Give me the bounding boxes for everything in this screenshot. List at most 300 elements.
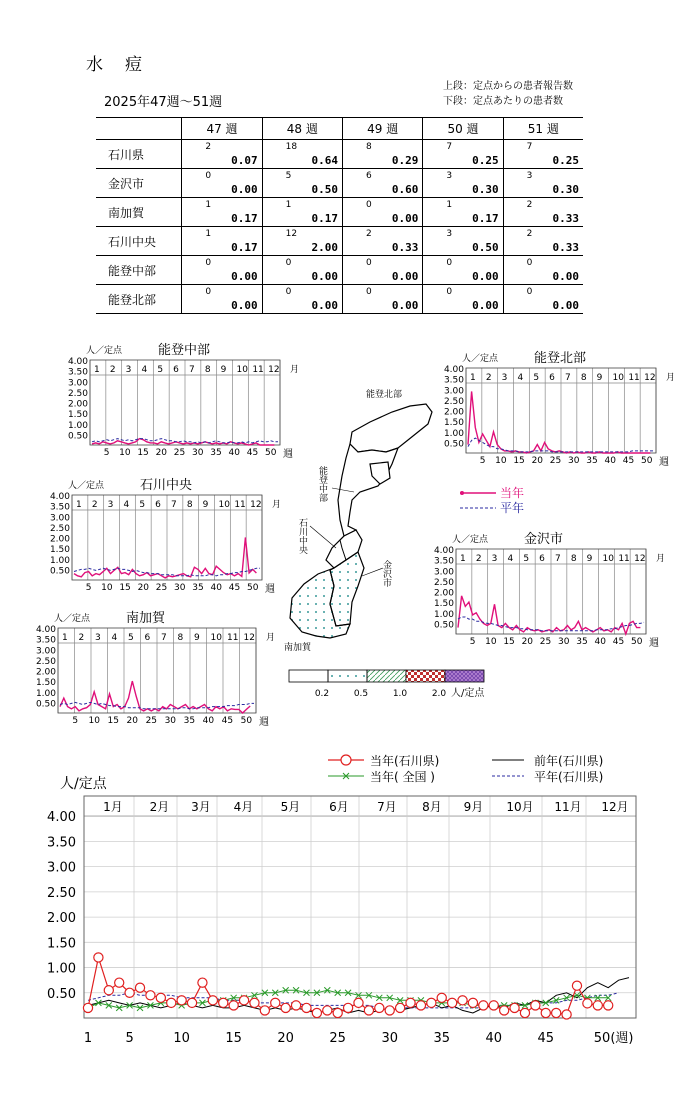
current-ishikawa-point <box>323 1006 332 1015</box>
y-tick-label: 4.00 <box>67 357 88 367</box>
scale-box <box>289 670 328 682</box>
month-label: 6 <box>144 633 151 643</box>
chart-title: 能登中部 <box>158 343 211 358</box>
series-current-line <box>468 391 650 453</box>
per-sentinel-rate: 0.17 <box>311 212 338 225</box>
leader-line <box>362 568 383 576</box>
chart-title: 南加賀 <box>126 611 166 626</box>
legend-normal-label: 平年(石川県) <box>534 770 604 784</box>
report-count: 0 <box>366 258 372 268</box>
report-count: 0 <box>205 171 212 181</box>
x-tick-label: 50 <box>630 637 643 647</box>
week-header: 48 週 <box>262 118 342 140</box>
y-tick-label: 0.50 <box>433 620 454 631</box>
y-tick-label: 4.00 <box>35 625 56 635</box>
x-tick-label: 20 <box>521 637 534 647</box>
series-current-line <box>92 439 274 445</box>
y-tick-label: 3.50 <box>433 556 454 567</box>
current-ishikawa-point <box>94 953 103 962</box>
week-header: 47 週 <box>182 118 262 140</box>
current-ishikawa-point <box>239 996 248 1005</box>
x-tick-label: 20 <box>155 448 168 458</box>
month-label: 11 <box>252 365 264 375</box>
x-tick-label: 35 <box>586 456 598 466</box>
x-tick-label: 25 <box>539 637 552 647</box>
per-sentinel-rate: 0.29 <box>391 154 419 167</box>
current-ishikawa-point <box>83 1003 92 1012</box>
month-label: 6 <box>549 373 555 383</box>
x-tick-label: 25 <box>329 1031 346 1046</box>
x-tick-label: 5 <box>72 716 79 726</box>
x-tick-label: 30 <box>164 716 177 726</box>
x-tick-label: 35 <box>576 637 588 647</box>
map-label-ishikawa-chuo: 石川中央 <box>297 518 307 554</box>
x-tick-label: 50 <box>246 583 259 593</box>
current-ishikawa-point <box>479 1001 488 1010</box>
month-label: 2月 <box>149 800 170 814</box>
x-tick-label: 50 <box>264 448 277 458</box>
month-label: 3 <box>491 554 498 564</box>
month-label: 1月 <box>103 800 123 814</box>
month-label: 11 <box>227 633 239 643</box>
x-tick-label: 35 <box>183 716 196 726</box>
current-ishikawa-point <box>198 978 207 987</box>
x-tick-label: 35 <box>433 1031 451 1046</box>
month-label: 7月 <box>377 800 397 814</box>
report-count: 1 <box>205 200 212 210</box>
x-tick-label: 10 <box>495 456 507 466</box>
current-ishikawa-point <box>437 993 446 1002</box>
month-label: 5 <box>533 373 540 383</box>
small-legend <box>460 485 524 515</box>
current-ishikawa-point <box>333 1008 342 1017</box>
x-tick-label: 15 <box>513 456 525 466</box>
month-label: 8 <box>186 500 193 510</box>
y-tick-label: 3.50 <box>443 375 464 386</box>
x-tick-label: 50 <box>640 456 653 466</box>
current-ishikawa-point <box>146 991 155 1000</box>
per-sentinel-rate: 0.00 <box>552 270 579 283</box>
scale-box <box>406 670 445 682</box>
unit-label: 人／定点 <box>54 614 91 624</box>
legend-note-upper: 上段：定点からの患者報告数 <box>443 81 573 92</box>
legend-current-marker <box>460 491 464 495</box>
report-count: 7 <box>446 142 453 152</box>
report-count: 3 <box>446 171 453 181</box>
report-count: 0 <box>526 287 533 297</box>
month-label: 10 <box>210 633 222 643</box>
report-count: 18 <box>285 142 298 152</box>
per-sentinel-rate: 0.33 <box>391 241 419 254</box>
x-tick-label: 5 <box>85 583 92 593</box>
month-label: 9 <box>586 554 593 564</box>
x-tick-label: 45 <box>246 448 259 458</box>
month-label: 2 <box>485 373 492 383</box>
y-tick-label: 0.50 <box>47 986 76 1002</box>
legend-previous-label: 前年(石川県) <box>534 754 604 768</box>
scale-box <box>328 670 367 682</box>
y-tick-label: 2.00 <box>433 588 454 599</box>
current-ishikawa-point <box>125 988 134 997</box>
plot-frame <box>84 796 636 1018</box>
month-label: 8月 <box>422 800 442 814</box>
month-label: 6 <box>155 500 161 510</box>
month-label: 10月 <box>506 800 534 814</box>
report-count: 0 <box>366 200 372 210</box>
week-suffix: 週 <box>259 717 269 728</box>
report-count: 2 <box>526 229 533 239</box>
y-tick-label: 1.00 <box>433 609 454 620</box>
period-label: 2025年47週～51週 <box>104 95 223 110</box>
month-label: 4 <box>111 633 118 643</box>
y-axis-label: 人/定点 <box>60 776 107 792</box>
per-sentinel-rate: 0.30 <box>552 183 579 196</box>
x-tick-label: 25 <box>155 583 168 593</box>
current-ishikawa-point <box>531 1001 540 1010</box>
x-tick-label: 10 <box>173 1031 190 1046</box>
legend-national-label: 当年( 全国 ) <box>370 770 435 784</box>
per-sentinel-rate: 0.00 <box>231 299 258 312</box>
per-sentinel-rate: 0.30 <box>472 183 499 196</box>
week-header: 50 週 <box>423 118 503 140</box>
per-sentinel-rate: 0.17 <box>231 241 258 254</box>
month-label: 5 <box>523 554 530 564</box>
x-tick-label: 25 <box>145 716 158 726</box>
chart-title: 石川中央 <box>140 478 193 493</box>
y-tick-label: 1.50 <box>47 936 76 952</box>
per-sentinel-rate: 2.00 <box>311 241 338 254</box>
current-ishikawa-point <box>167 998 176 1007</box>
y-tick-label: 2.00 <box>35 667 56 678</box>
month-label: 8 <box>580 373 587 383</box>
current-ishikawa-point <box>448 998 457 1007</box>
y-tick-label: 3.00 <box>47 860 76 876</box>
scale-tick-label: 0.2 <box>314 689 330 699</box>
per-sentinel-rate: 0.25 <box>552 154 579 167</box>
x-tick-label: 5 <box>469 637 476 647</box>
x-tick-label: 15 <box>107 716 119 726</box>
month-label: 2 <box>78 633 85 643</box>
y-tick-label: 2.50 <box>49 523 70 534</box>
month-label: 6 <box>539 554 545 564</box>
week-header: 49 週 <box>343 118 423 140</box>
small-chart <box>50 477 281 595</box>
month-label: 12 <box>634 554 646 564</box>
x-tick-label: 40 <box>485 1031 503 1046</box>
current-ishikawa-point <box>271 998 280 1007</box>
y-tick-label: 2.00 <box>67 399 88 410</box>
y-tick-label: 3.50 <box>49 502 70 513</box>
x-tick-label: 15 <box>503 637 515 647</box>
report-count: 0 <box>366 287 372 297</box>
report-count: 0 <box>205 258 212 268</box>
month-label: 2 <box>91 500 98 510</box>
area-name: 能登中部 <box>96 256 182 285</box>
y-tick-label: 3.50 <box>35 635 56 646</box>
report-count: 2 <box>526 200 533 210</box>
current-ishikawa-point <box>291 1001 300 1010</box>
month-label: 7 <box>565 373 571 383</box>
area-name: 南加賀 <box>96 198 182 227</box>
report-count: 8 <box>366 142 372 152</box>
current-ishikawa-point <box>354 998 363 1007</box>
area-name: 石川中央 <box>96 227 182 256</box>
report-count: 12 <box>285 229 298 239</box>
x-tick-label: 40 <box>202 716 215 726</box>
week-header: 51 週 <box>503 118 583 140</box>
per-sentinel-rate: 0.33 <box>552 241 579 254</box>
y-tick-label: 1.50 <box>49 545 70 556</box>
month-label: 12 <box>250 500 262 510</box>
report-count: 3 <box>446 229 453 239</box>
report-count: 5 <box>285 171 292 181</box>
report-count: 1 <box>285 200 292 210</box>
current-ishikawa-point <box>135 983 144 992</box>
y-tick-label: 3.50 <box>67 367 88 378</box>
y-tick-label: 2.50 <box>443 396 464 407</box>
y-tick-label: 0.50 <box>35 699 56 710</box>
current-ishikawa-point <box>104 986 113 995</box>
month-label: 2 <box>109 365 116 375</box>
month-label: 7 <box>189 365 195 375</box>
y-tick-label: 4.00 <box>47 810 76 826</box>
current-ishikawa-point <box>156 993 165 1002</box>
month-suffix: 月 <box>266 633 276 643</box>
month-label: 6 <box>173 365 179 375</box>
current-ishikawa-point <box>187 998 196 1007</box>
small-chart <box>444 350 675 468</box>
month-label: 11 <box>628 373 640 383</box>
month-label: 3月 <box>191 800 211 814</box>
per-sentinel-rate: 0.00 <box>391 299 419 312</box>
x-tick-label: 40 <box>228 448 240 458</box>
per-sentinel-rate: 0.64 <box>311 154 338 167</box>
month-label: 11 <box>234 500 246 510</box>
y-tick-label: 0.50 <box>443 439 464 450</box>
x-tick-label: 10 <box>88 716 100 726</box>
current-ishikawa-point <box>552 1008 561 1017</box>
map-label-noto-chubu: 能登中部 <box>317 466 327 502</box>
x-tick-label: 10 <box>485 637 497 647</box>
y-tick-label: 3.00 <box>49 513 70 524</box>
week-suffix: 週 <box>265 584 275 595</box>
national-point <box>324 987 330 993</box>
series-current-line <box>74 538 256 578</box>
scale-box <box>367 670 406 682</box>
x-tick-label: 25 <box>549 456 562 466</box>
month-label: 4 <box>507 554 514 564</box>
week-suffix: 週 <box>283 449 293 460</box>
month-label: 12 <box>243 633 255 643</box>
report-count: 1 <box>446 200 453 210</box>
y-tick-label: 1.00 <box>47 961 76 977</box>
scale-tick-label: 1.0 <box>392 689 408 699</box>
y-tick-label: 4.00 <box>433 546 454 556</box>
x-tick-label: 45 <box>612 637 625 647</box>
week-suffix: 週 <box>659 457 669 468</box>
y-tick-label: 2.50 <box>35 656 56 667</box>
report-count: 3 <box>526 171 533 181</box>
x-tick-label: 45 <box>537 1031 555 1046</box>
month-label: 9 <box>220 365 227 375</box>
small-chart <box>36 610 275 728</box>
legend-current-label: 当年(石川県) <box>370 754 440 768</box>
y-tick-label: 4.00 <box>443 365 464 375</box>
y-tick-label: 3.00 <box>35 646 56 657</box>
current-ishikawa-point <box>416 1001 425 1010</box>
month-label: 5 <box>128 633 134 643</box>
x-tick-label: 20 <box>126 716 139 726</box>
current-ishikawa-point <box>177 996 186 1005</box>
scale-tick-label: 2.0 <box>431 689 447 699</box>
y-tick-label: 1.00 <box>67 420 88 431</box>
current-ishikawa-point <box>396 1003 405 1012</box>
region-noto-hokubu <box>350 404 432 452</box>
x-tick-label: 20 <box>137 583 150 593</box>
y-tick-label: 1.00 <box>443 428 464 439</box>
month-label: 7 <box>171 500 177 510</box>
current-ishikawa-point <box>520 1008 529 1017</box>
area-name: 能登北部 <box>96 285 182 314</box>
month-label: 1 <box>76 500 82 510</box>
per-sentinel-rate: 0.00 <box>472 270 499 283</box>
series-current-line <box>60 681 250 713</box>
leader-line <box>310 526 336 548</box>
per-sentinel-rate: 0.00 <box>552 299 579 312</box>
month-suffix: 月 <box>656 554 666 564</box>
month-label: 3 <box>125 365 132 375</box>
per-sentinel-rate: 0.00 <box>231 183 258 196</box>
month-label: 9 <box>202 500 209 510</box>
x-tick-label: 5 <box>103 448 110 458</box>
scale-tick-label: 0.5 <box>353 689 369 699</box>
current-ishikawa-point <box>364 1006 373 1015</box>
series-current-line <box>458 596 640 634</box>
month-label: 11 <box>618 554 630 564</box>
month-suffix: 月 <box>290 365 300 375</box>
per-sentinel-rate: 0.00 <box>472 299 499 312</box>
report-count: 2 <box>205 142 212 152</box>
x-tick-label: 40 <box>594 637 606 647</box>
month-label: 3 <box>501 373 508 383</box>
month-label: 9 <box>194 633 200 643</box>
x-tick-label: 15 <box>137 448 149 458</box>
y-tick-label: 3.00 <box>433 567 454 578</box>
legend-normal-label: 平年 <box>500 501 525 515</box>
per-sentinel-rate: 0.00 <box>311 299 338 312</box>
month-label: 12月 <box>601 800 629 814</box>
current-ishikawa-point <box>385 1006 394 1015</box>
y-tick-label: 4.00 <box>49 492 70 502</box>
report-count: 1 <box>205 229 212 239</box>
y-tick-label: 1.50 <box>35 678 56 689</box>
chart-title: 能登北部 <box>534 351 587 366</box>
y-tick-label: 1.50 <box>443 418 464 429</box>
month-label: 10 <box>236 365 248 375</box>
x-tick-label: 25 <box>173 448 186 458</box>
month-label: 1 <box>470 373 476 383</box>
y-tick-label: 0.50 <box>67 431 88 442</box>
month-label: 2 <box>475 554 482 564</box>
month-label: 4月 <box>233 800 254 814</box>
area-name: 金沢市 <box>96 169 182 198</box>
unit-label: 人／定点 <box>68 481 105 491</box>
month-label: 1 <box>460 554 466 564</box>
per-sentinel-rate: 0.25 <box>472 154 499 167</box>
main-chart <box>47 753 636 1046</box>
month-label: 12 <box>644 373 656 383</box>
month-label: 4 <box>517 373 524 383</box>
month-label: 8 <box>177 633 184 643</box>
x-tick-label: 45 <box>622 456 635 466</box>
report-count: 0 <box>446 258 453 268</box>
report-count: 0 <box>526 258 533 268</box>
month-label: 9月 <box>463 800 484 814</box>
month-label: 8 <box>204 365 211 375</box>
unit-label: 人／定点 <box>452 535 489 545</box>
current-ishikawa-point <box>604 1001 613 1010</box>
per-sentinel-rate: 0.00 <box>311 270 338 283</box>
current-ishikawa-point <box>312 1008 321 1017</box>
x-tick-label: 35 <box>210 448 222 458</box>
main-legend <box>328 753 603 784</box>
y-tick-label: 3.00 <box>443 386 464 397</box>
month-suffix: 月 <box>272 500 282 510</box>
y-tick-label: 3.00 <box>67 378 88 389</box>
y-tick-label: 2.00 <box>49 534 70 545</box>
month-label: 7 <box>555 554 561 564</box>
x-tick-label: 10 <box>101 583 113 593</box>
report-count: 6 <box>366 171 372 181</box>
month-label: 4 <box>123 500 130 510</box>
x-tick-label: 30 <box>381 1031 398 1046</box>
small-chart <box>68 342 299 460</box>
current-ishikawa-point <box>541 1008 550 1017</box>
current-ishikawa-point <box>343 1003 352 1012</box>
y-tick-label: 1.00 <box>49 555 70 566</box>
x-tick-label: 30 <box>174 583 186 593</box>
current-ishikawa-point <box>500 1006 509 1015</box>
month-suffix: 月 <box>666 373 676 383</box>
per-sentinel-rate: 0.17 <box>231 212 258 225</box>
month-label: 6月 <box>329 800 349 814</box>
x-tick-label: 20 <box>277 1031 294 1046</box>
legend-note-lower: 下段：定点あたりの患者数 <box>443 96 563 107</box>
per-sentinel-rate: 0.00 <box>391 212 419 225</box>
unit-label: 人／定点 <box>86 346 123 356</box>
current-ishikawa-point <box>229 1001 238 1010</box>
y-tick-label: 2.00 <box>47 911 76 927</box>
y-tick-label: 2.50 <box>47 885 76 901</box>
x-tick-label: 5 <box>479 456 486 466</box>
month-label: 7 <box>161 633 167 643</box>
current-ishikawa-point <box>572 981 581 990</box>
current-ishikawa-point <box>260 1006 269 1015</box>
current-ishikawa-point <box>593 1001 602 1010</box>
scale-unit: 人/定点 <box>451 688 485 699</box>
x-tick-label: 45 <box>221 716 234 726</box>
chart-title: 金沢市 <box>524 532 564 547</box>
per-sentinel-rate: 0.60 <box>391 183 419 196</box>
month-label: 1 <box>62 633 68 643</box>
y-tick-label: 1.50 <box>67 410 88 421</box>
month-label: 12 <box>268 365 280 375</box>
per-sentinel-rate: 0.07 <box>231 154 258 167</box>
region-noto-chubu <box>338 444 398 536</box>
per-sentinel-rate: 0.17 <box>472 212 499 225</box>
y-tick-label: 2.50 <box>433 577 454 588</box>
per-sentinel-rate: 0.33 <box>552 212 579 225</box>
